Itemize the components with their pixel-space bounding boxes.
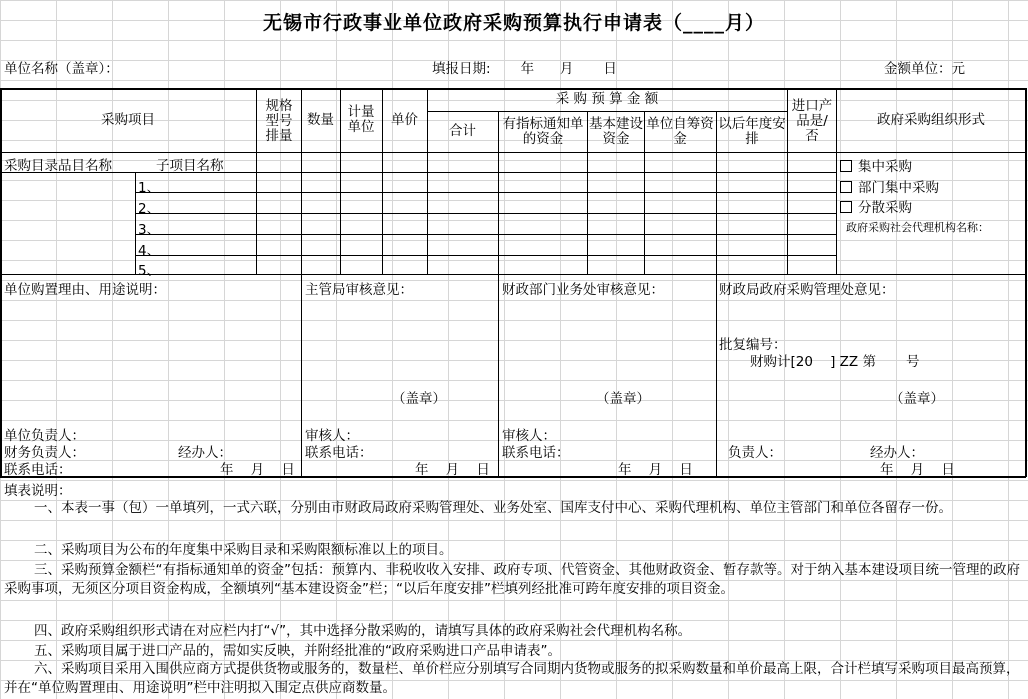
handler-label: 经办人： [870, 445, 924, 461]
row-number: 5、 [138, 263, 161, 279]
note-item: 三、采购预算金额栏“有指标通知单的资金”包括：预算内、非税收收入安排、政府专项、代管资金、其他财政资金、暂存款等。对于纳入基本建设项目统一管理的政府采购事项，无须区分项目资金构成，全额填列“基本建设资金”栏；“以后年度安排”栏填列经批准可跨年度安排的项目资金。 [4, 562, 1020, 597]
header-quota-funds: 有指标通知单的资金 [502, 115, 584, 147]
col-line [340, 88, 341, 274]
col-line [498, 274, 499, 476]
row-number: 2、 [138, 201, 161, 217]
note-item: 六、采购项目采用入围供应商方式提供货物或服务的，数量栏、单价栏应分别填写合同期内货物或服务的拟采购数量和单价最高上限，合计栏填写采购项目最高预算，并在“单位购置理由、用途说明”栏中注明拟入围定点供应商数量。 [4, 661, 1020, 696]
col-line [716, 274, 717, 476]
header-import: 进口产品是/否 [791, 97, 833, 144]
note-item: 五、采购项目属于进口产品的，需如实反映，并附经批准的“政府采购进口产品申请表”。 [34, 643, 561, 659]
header-qty: 数量 [307, 111, 334, 128]
supervisor-opinion-label: 主管局审核意见： [305, 282, 413, 298]
agency-name-label: 政府采购社会代理机构名称： [846, 221, 989, 234]
date-label: 年 月 日 [415, 462, 490, 478]
reviewer-label: 审核人： [502, 428, 556, 444]
notes-title: 填表说明： [4, 483, 72, 499]
note-item: 二、采购项目为公布的年度集中采购目录和采购限额标准以上的项目。 [34, 542, 453, 558]
unit-name-label: 单位名称（盖章）： [4, 61, 119, 77]
checkbox-icon[interactable] [840, 160, 852, 172]
header-budget: 采 购 预 算 金 额 [555, 91, 659, 107]
phone-label: 联系电话： [4, 462, 72, 478]
table-bottom-border [0, 476, 1026, 478]
subitem-header: 子项目名称 [156, 158, 224, 174]
catalog-header: 采购目录品目名称 [4, 158, 112, 174]
procure-office-opinion-label: 财政局政府采购管理处意见： [719, 282, 895, 298]
finance-dept-opinion-label: 财政部门业务处审核意见： [502, 282, 664, 298]
header-item: 采购项目 [101, 111, 155, 128]
org-option-centralized[interactable] [840, 155, 912, 175]
date-label: 年 月 日 [220, 462, 295, 478]
note-item: 四、政府采购组织形式请在对应栏内打“√”，其中选择分散采购的，请填写具体的政府采购社会代理机构名称。 [34, 623, 692, 639]
form-title: 无锡市行政事业单位政府采购预算执行申请表（____月） [262, 12, 765, 34]
org-option-department[interactable] [840, 176, 939, 196]
row-line [135, 192, 836, 193]
row-number: 1、 [138, 180, 161, 196]
header-unit: 计量单位 [347, 104, 375, 135]
row-line [0, 152, 1026, 153]
org-option-label: 部门集中采购 [858, 180, 939, 196]
org-option-decentralized[interactable] [840, 196, 912, 216]
row-line [0, 172, 836, 173]
header-future: 以后年度安排 [718, 115, 786, 147]
org-option-label: 集中采购 [858, 159, 912, 175]
row-line [135, 234, 836, 235]
seal-finance-dept: （盖章） [596, 391, 650, 407]
unit-head-label: 单位负责人： [4, 428, 85, 444]
header-construction: 基本建设资金 [589, 115, 643, 147]
date-label: 年 月 日 [880, 462, 955, 478]
header-total: 合计 [449, 123, 476, 139]
header-price: 单价 [391, 111, 418, 128]
finance-head-label: 财务负责人： [4, 445, 85, 461]
col-line [787, 88, 788, 274]
org-option-label: 分散采购 [858, 200, 912, 216]
responsible-label: 负责人： [728, 445, 782, 461]
amount-unit-label: 金额单位：元 [884, 61, 965, 77]
fill-date-label: 填报日期: 年 月 日 [432, 61, 617, 77]
row-line [135, 213, 836, 214]
row-number: 4、 [138, 243, 161, 259]
col-line [135, 172, 136, 274]
phone-label: 联系电话： [502, 445, 570, 461]
approval-number-label: 批复编号： [719, 337, 787, 353]
header-self-funds: 单位自筹资金 [646, 115, 714, 147]
handler-label: 经办人： [178, 445, 232, 461]
header-org-form: 政府采购组织形式 [877, 111, 985, 128]
reviewer-label: 审核人： [305, 428, 359, 444]
col-line [256, 88, 257, 274]
phone-label: 联系电话： [305, 445, 373, 461]
col-line [301, 274, 302, 476]
seal-supervisor: （盖章） [392, 391, 446, 407]
row-number: 3、 [138, 222, 161, 238]
checkbox-icon[interactable] [840, 181, 852, 193]
row-line [135, 255, 836, 256]
seal-procure-office: （盖章） [890, 391, 944, 407]
date-label: 年 月 日 [618, 462, 693, 478]
note-item: 一、本表一事（包）一单填列，一式六联，分别由市财政局政府采购管理处、业务处室、国库支付中心、采购代理机构、单位主管部门和单位各留存一份。 [34, 500, 952, 516]
header-spec: 规格型号排量 [265, 97, 293, 144]
approval-number-format: 财购计[20 ] ZZ 第 号 [750, 354, 920, 370]
reason-label: 单位购置理由、用途说明： [4, 282, 166, 298]
checkbox-icon[interactable] [840, 201, 852, 213]
